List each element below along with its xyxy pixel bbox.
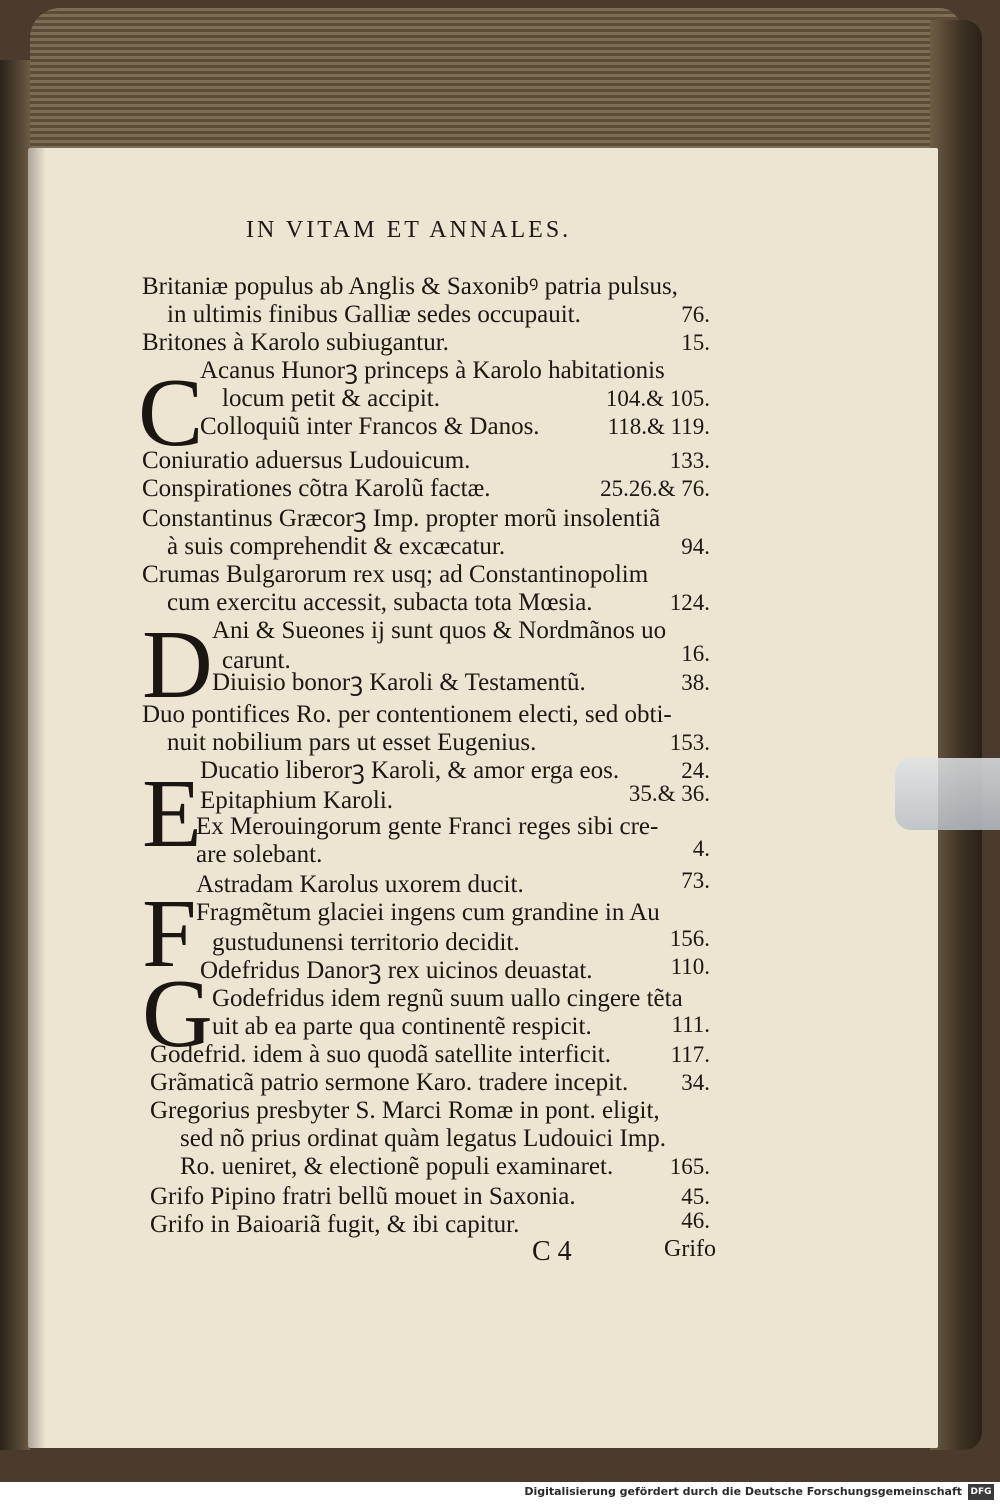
page-reference: 117. bbox=[670, 1042, 710, 1067]
page-reference: 110. bbox=[670, 954, 710, 979]
index-entry: Britones à Karolo subiugantur. bbox=[142, 329, 449, 356]
running-head: IN VITAM ET ANNALES. bbox=[246, 217, 572, 243]
index-entry: Coniuratio aduersus Ludouicum. bbox=[142, 447, 471, 474]
index-entry: Duo pontifices Ro. per contentionem electi, sed obti- bbox=[142, 701, 672, 728]
page-reference: 45. bbox=[681, 1184, 710, 1209]
index-entry: Grifo Pipino fratri bellũ mouet in Saxonia. bbox=[150, 1183, 576, 1210]
page-reference: 76. bbox=[681, 302, 710, 327]
page-reference: 25.26.& 76. bbox=[600, 476, 710, 501]
index-entry: Crumas Bulgarorum rex usq; ad Constantinopolim bbox=[142, 561, 649, 588]
page-reference: 15. bbox=[681, 330, 710, 355]
page-reference: 104.& 105. bbox=[605, 386, 710, 411]
index-entry: Constantinus Græcorꝫ Imp. propter morũ insolentiã bbox=[142, 505, 661, 532]
index-entry: uit ab ea parte qua continentẽ respicit. bbox=[212, 1013, 592, 1040]
initial-letter-f: F bbox=[142, 880, 197, 988]
index-entry: Diuisio bonorꝫ Karoli & Testamentũ. bbox=[212, 669, 586, 696]
index-entry: Colloquiũ inter Francos & Danos. bbox=[200, 413, 540, 440]
footer-bar bbox=[0, 1482, 1000, 1504]
index-entry: in ultimis finibus Galliæ sedes occupauit. bbox=[167, 301, 581, 328]
index-entry: Ani & Sueones ij sunt quos & Nordmãnos uo bbox=[212, 617, 667, 644]
index-entry: cum exercitu accessit, subacta tota Mœsia. bbox=[167, 589, 593, 616]
footer-credit: Digitalisierung gefördert durch die Deutsche Forschungsgemeinschaft bbox=[524, 1485, 962, 1498]
page-reference: 16. bbox=[681, 641, 710, 666]
index-entry: Fragmẽtum glaciei ingens cum grandine in Au bbox=[196, 899, 660, 926]
index-entry: Epitaphium Karoli. bbox=[200, 787, 394, 814]
page-reference: 156. bbox=[669, 926, 710, 951]
page-reference: 38. bbox=[681, 670, 710, 695]
page-reference: 165. bbox=[669, 1154, 710, 1179]
page-reference: 34. bbox=[681, 1070, 710, 1095]
initial-letter-c: C bbox=[138, 359, 204, 467]
index-entry: nuit nobilium pars ut esset Eugenius. bbox=[167, 729, 537, 756]
index-entry: Grãmaticã patrio sermone Karo. tradere incepit. bbox=[150, 1069, 629, 1096]
index-entry: Ro. ueniret, & electionẽ populi examinaret. bbox=[180, 1153, 614, 1180]
page-reference: 153. bbox=[669, 730, 710, 755]
page-reference: 4. bbox=[692, 836, 710, 861]
page-reference: 35.& 36. bbox=[628, 781, 710, 806]
initial-letter-d: D bbox=[142, 611, 213, 719]
initial-letter-g: G bbox=[142, 960, 213, 1068]
page-reference: 118.& 119. bbox=[607, 414, 710, 439]
page-reference: 73. bbox=[681, 868, 710, 893]
index-entry: carunt. bbox=[222, 647, 291, 674]
index-entry: are solebant. bbox=[196, 841, 323, 868]
index-entry: Ex Merouingorum gente Franci reges sibi cre- bbox=[196, 813, 659, 840]
index-entry: Godefrid. idem à suo quodã satellite interficit. bbox=[150, 1041, 611, 1068]
index-entry: Ducatio liberorꝫ Karoli, & amor erga eos. bbox=[200, 757, 620, 784]
index-entry: Godefridus idem regnũ suum uallo cingere tẽta bbox=[212, 985, 683, 1012]
index-entry: Conspirationes cõtra Karolũ factæ. bbox=[142, 475, 491, 502]
initial-letter-e: E bbox=[142, 760, 202, 868]
page-reference: 124. bbox=[669, 590, 710, 615]
index-entry: Odefridus Danorꝫ rex uicinos deuastat. bbox=[200, 957, 593, 984]
catchword: Grifo bbox=[664, 1236, 716, 1262]
page-reference: 133. bbox=[669, 448, 710, 473]
index-entry: Britaniæ populus ab Anglis & Saxonibꝰ patria pulsus, bbox=[142, 273, 678, 300]
index-entry: locum petit & accipit. bbox=[222, 385, 440, 412]
page-reference: 94. bbox=[681, 534, 710, 559]
dfg-logo-icon: DFG bbox=[968, 1484, 994, 1500]
index-entry: Grifo in Baioariã fugit, & ibi capitur. bbox=[150, 1211, 520, 1238]
page-reference: 111. bbox=[671, 1012, 710, 1037]
page-reference: 24. bbox=[681, 758, 710, 783]
index-entry: gustudunensi territorio decidit. bbox=[212, 929, 520, 956]
signature-mark: C 4 bbox=[532, 1236, 572, 1267]
index-entry: Acanus Hunorꝫ princeps à Karolo habitationis bbox=[200, 357, 665, 384]
index-entry: Astradam Karolus uxorem ducit. bbox=[196, 871, 524, 898]
index-entry: à suis comprehendit & excæcatur. bbox=[167, 533, 506, 560]
page-reference: 46. bbox=[681, 1208, 710, 1233]
index-entry: Gregorius presbyter S. Marci Romæ in pont. eligit, bbox=[150, 1097, 660, 1124]
index-entry: sed nõ prius ordinat quàm legatus Ludouici Imp. bbox=[180, 1125, 667, 1152]
